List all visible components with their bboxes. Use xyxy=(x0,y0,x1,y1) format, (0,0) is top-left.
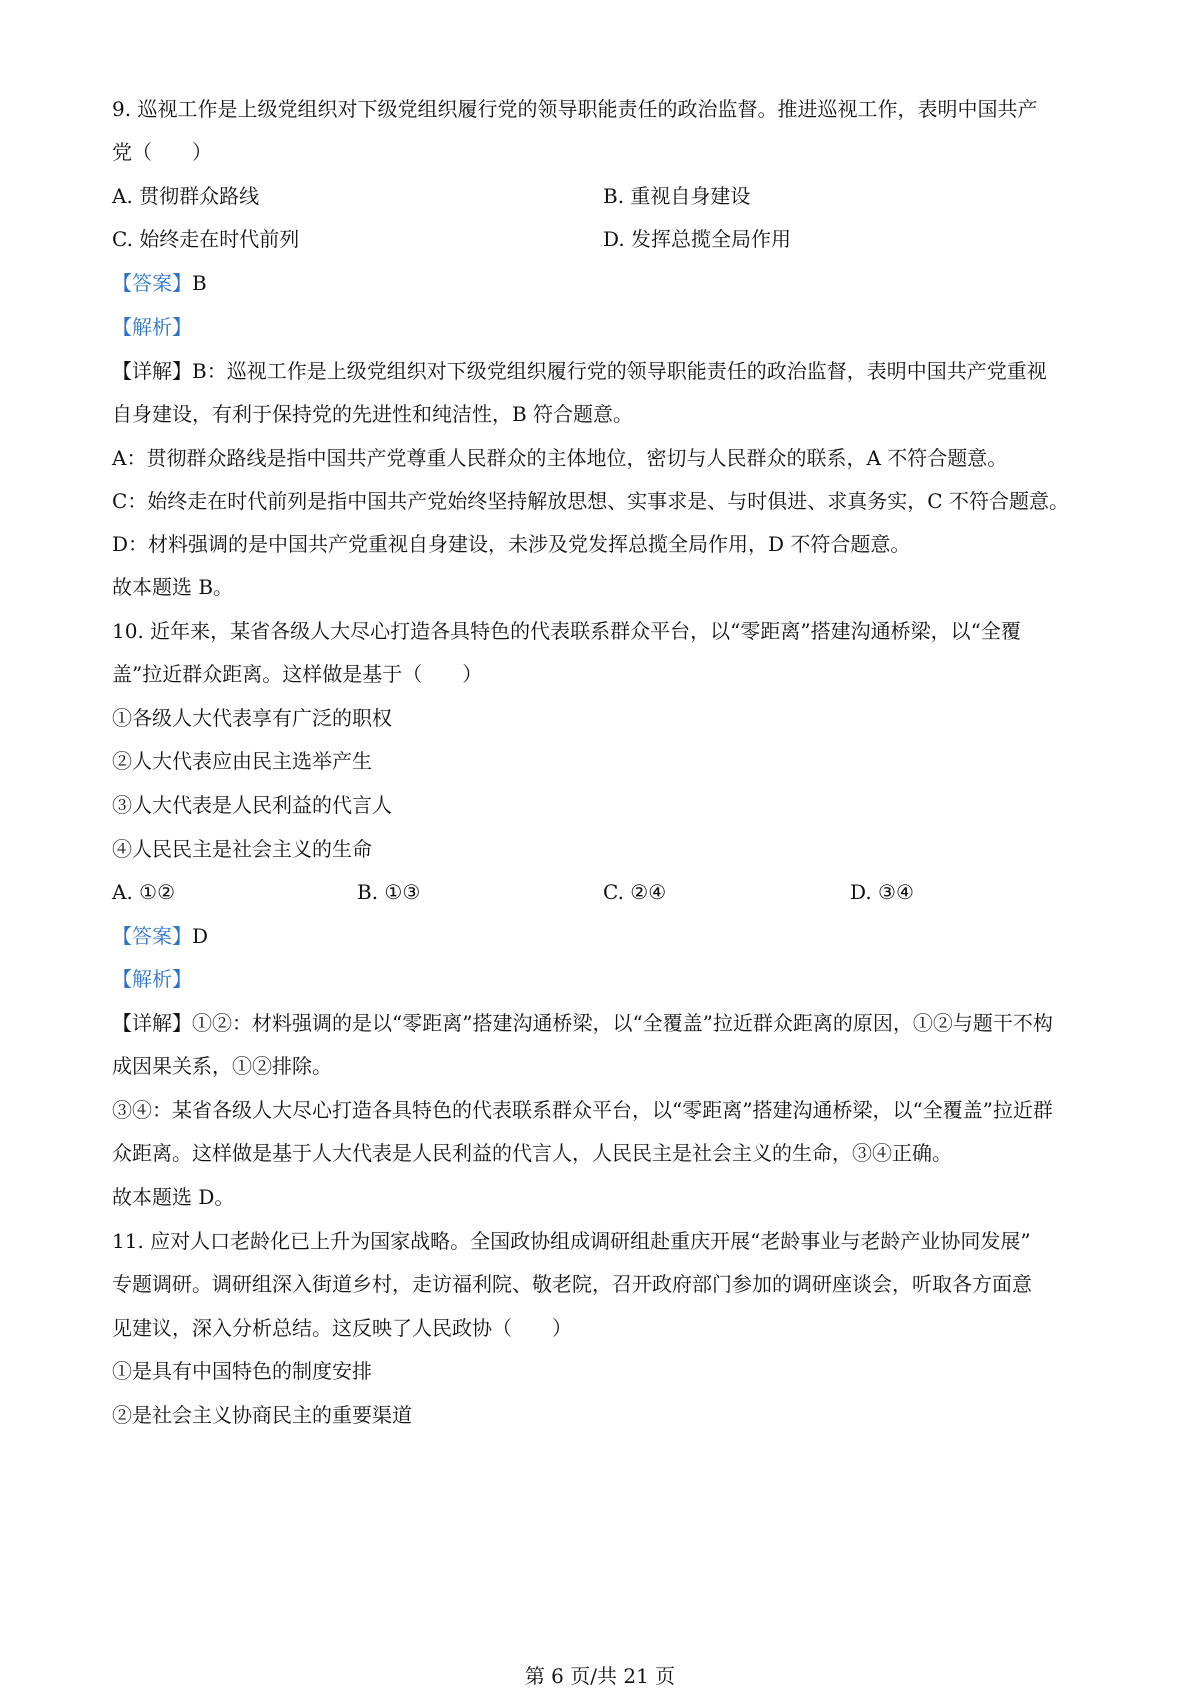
q10-stem-line2: 盖”拉近群众距离。这样做是基于（ ） xyxy=(112,662,483,686)
q10-detail-line1 xyxy=(112,1009,1053,1037)
q11-item-1: ①是具有中国特色的制度安排 xyxy=(112,1359,372,1383)
q9-detail-line2: 自身建设，有利于保持党的先进性和纯洁性，B 符合题意。 xyxy=(112,402,634,426)
answer-tag: 【答案】 xyxy=(112,271,192,295)
q10-stem-line1: 10. 近年来，某省各级人大尽心打造各具特色的代表联系群众平台，以“零距离”搭建沟通桥梁，以“全覆 xyxy=(112,619,1021,643)
q9-analysis-tag: 【解析】 xyxy=(112,315,192,339)
q10-option-d: D. ③④ xyxy=(850,880,914,904)
q10-analysis-tag: 【解析】 xyxy=(112,967,192,991)
q9-conclusion: 故本题选 B。 xyxy=(112,575,234,599)
q9-stem-line1: 9. 巡视工作是上级党组织对下级党组织履行党的领导职能责任的政治监督。推进巡视工作，表明中国共产 xyxy=(112,97,1038,121)
q10-option-c: C. ②④ xyxy=(603,880,667,904)
q9-stem-line2: 党（ ） xyxy=(112,140,212,164)
q9-detail-line4: C：始终走在时代前列是指中国共产党始终坚持解放思想、实事求是、与时俱进、求真务实，C 不符合题意。 xyxy=(112,489,1069,513)
answer-value: D xyxy=(192,924,209,948)
q10-option-a: A. ①② xyxy=(112,880,176,904)
page-number: 第 6 页/共 21 页 xyxy=(524,1664,676,1688)
q10-conclusion: 故本题选 D。 xyxy=(112,1185,235,1209)
q9-option-d: D. 发挥总揽全局作用 xyxy=(603,227,792,251)
q9-detail-line1 xyxy=(112,357,1047,385)
q10-item-2: ②人大代表应由民主选举产生 xyxy=(112,749,372,773)
detail-text: ①②：材料强调的是以“零距离”搭建沟通桥梁，以“全覆盖”拉近群众距离的原因，①②与题干不构 xyxy=(192,1011,1053,1035)
q11-item-2: ②是社会主义协商民主的重要渠道 xyxy=(112,1403,412,1427)
q10-answer xyxy=(112,922,208,950)
q9-detail-line3: A：贯彻群众路线是指中国共产党尊重人民群众的主体地位，密切与人民群众的联系，A 不符合题意。 xyxy=(112,446,1008,470)
detail-tag: 【详解】 xyxy=(112,1011,192,1035)
q9-option-a: A. 贯彻群众路线 xyxy=(112,184,260,208)
detail-tag: 【详解】 xyxy=(112,359,192,383)
q9-detail-line5: D：材料强调的是中国共产党重视自身建设，未涉及党发挥总揽全局作用，D 不符合题意。 xyxy=(112,532,911,556)
q10-detail-line2: 成因果关系，①②排除。 xyxy=(112,1054,332,1078)
answer-value: B xyxy=(192,271,207,295)
q9-option-c: C. 始终走在时代前列 xyxy=(112,227,300,251)
q10-option-b: B. ①③ xyxy=(357,880,421,904)
q11-stem-line1: 11. 应对人口老龄化已上升为国家战略。全国政协组成调研组赴重庆开展“老龄事业与老龄产业协同发展” xyxy=(112,1229,1031,1253)
answer-tag: 【答案】 xyxy=(112,924,192,948)
q10-item-4: ④人民民主是社会主义的生命 xyxy=(112,837,372,861)
q10-detail-line4: 众距离。这样做是基于人大代表是人民利益的代言人，人民民主是社会主义的生命，③④正确。 xyxy=(112,1141,952,1165)
q10-detail-line3: ③④：某省各级人大尽心打造各具特色的代表联系群众平台，以“零距离”搭建沟通桥梁，以“全覆盖”拉近群 xyxy=(112,1098,1053,1122)
detail-text: B：巡视工作是上级党组织对下级党组织履行党的领导职能责任的政治监督，表明中国共产党重视 xyxy=(192,359,1047,383)
q9-answer xyxy=(112,269,207,297)
q10-item-1: ①各级人大代表享有广泛的职权 xyxy=(112,706,392,730)
q11-stem-line3: 见建议，深入分析总结。这反映了人民政协（ ） xyxy=(112,1316,572,1340)
q9-option-b: B. 重视自身建设 xyxy=(603,184,751,208)
q11-stem-line2: 专题调研。调研组深入街道乡村，走访福利院、敬老院，召开政府部门参加的调研座谈会，听取各方面意 xyxy=(112,1272,1032,1296)
q10-item-3: ③人大代表是人民利益的代言人 xyxy=(112,793,392,817)
